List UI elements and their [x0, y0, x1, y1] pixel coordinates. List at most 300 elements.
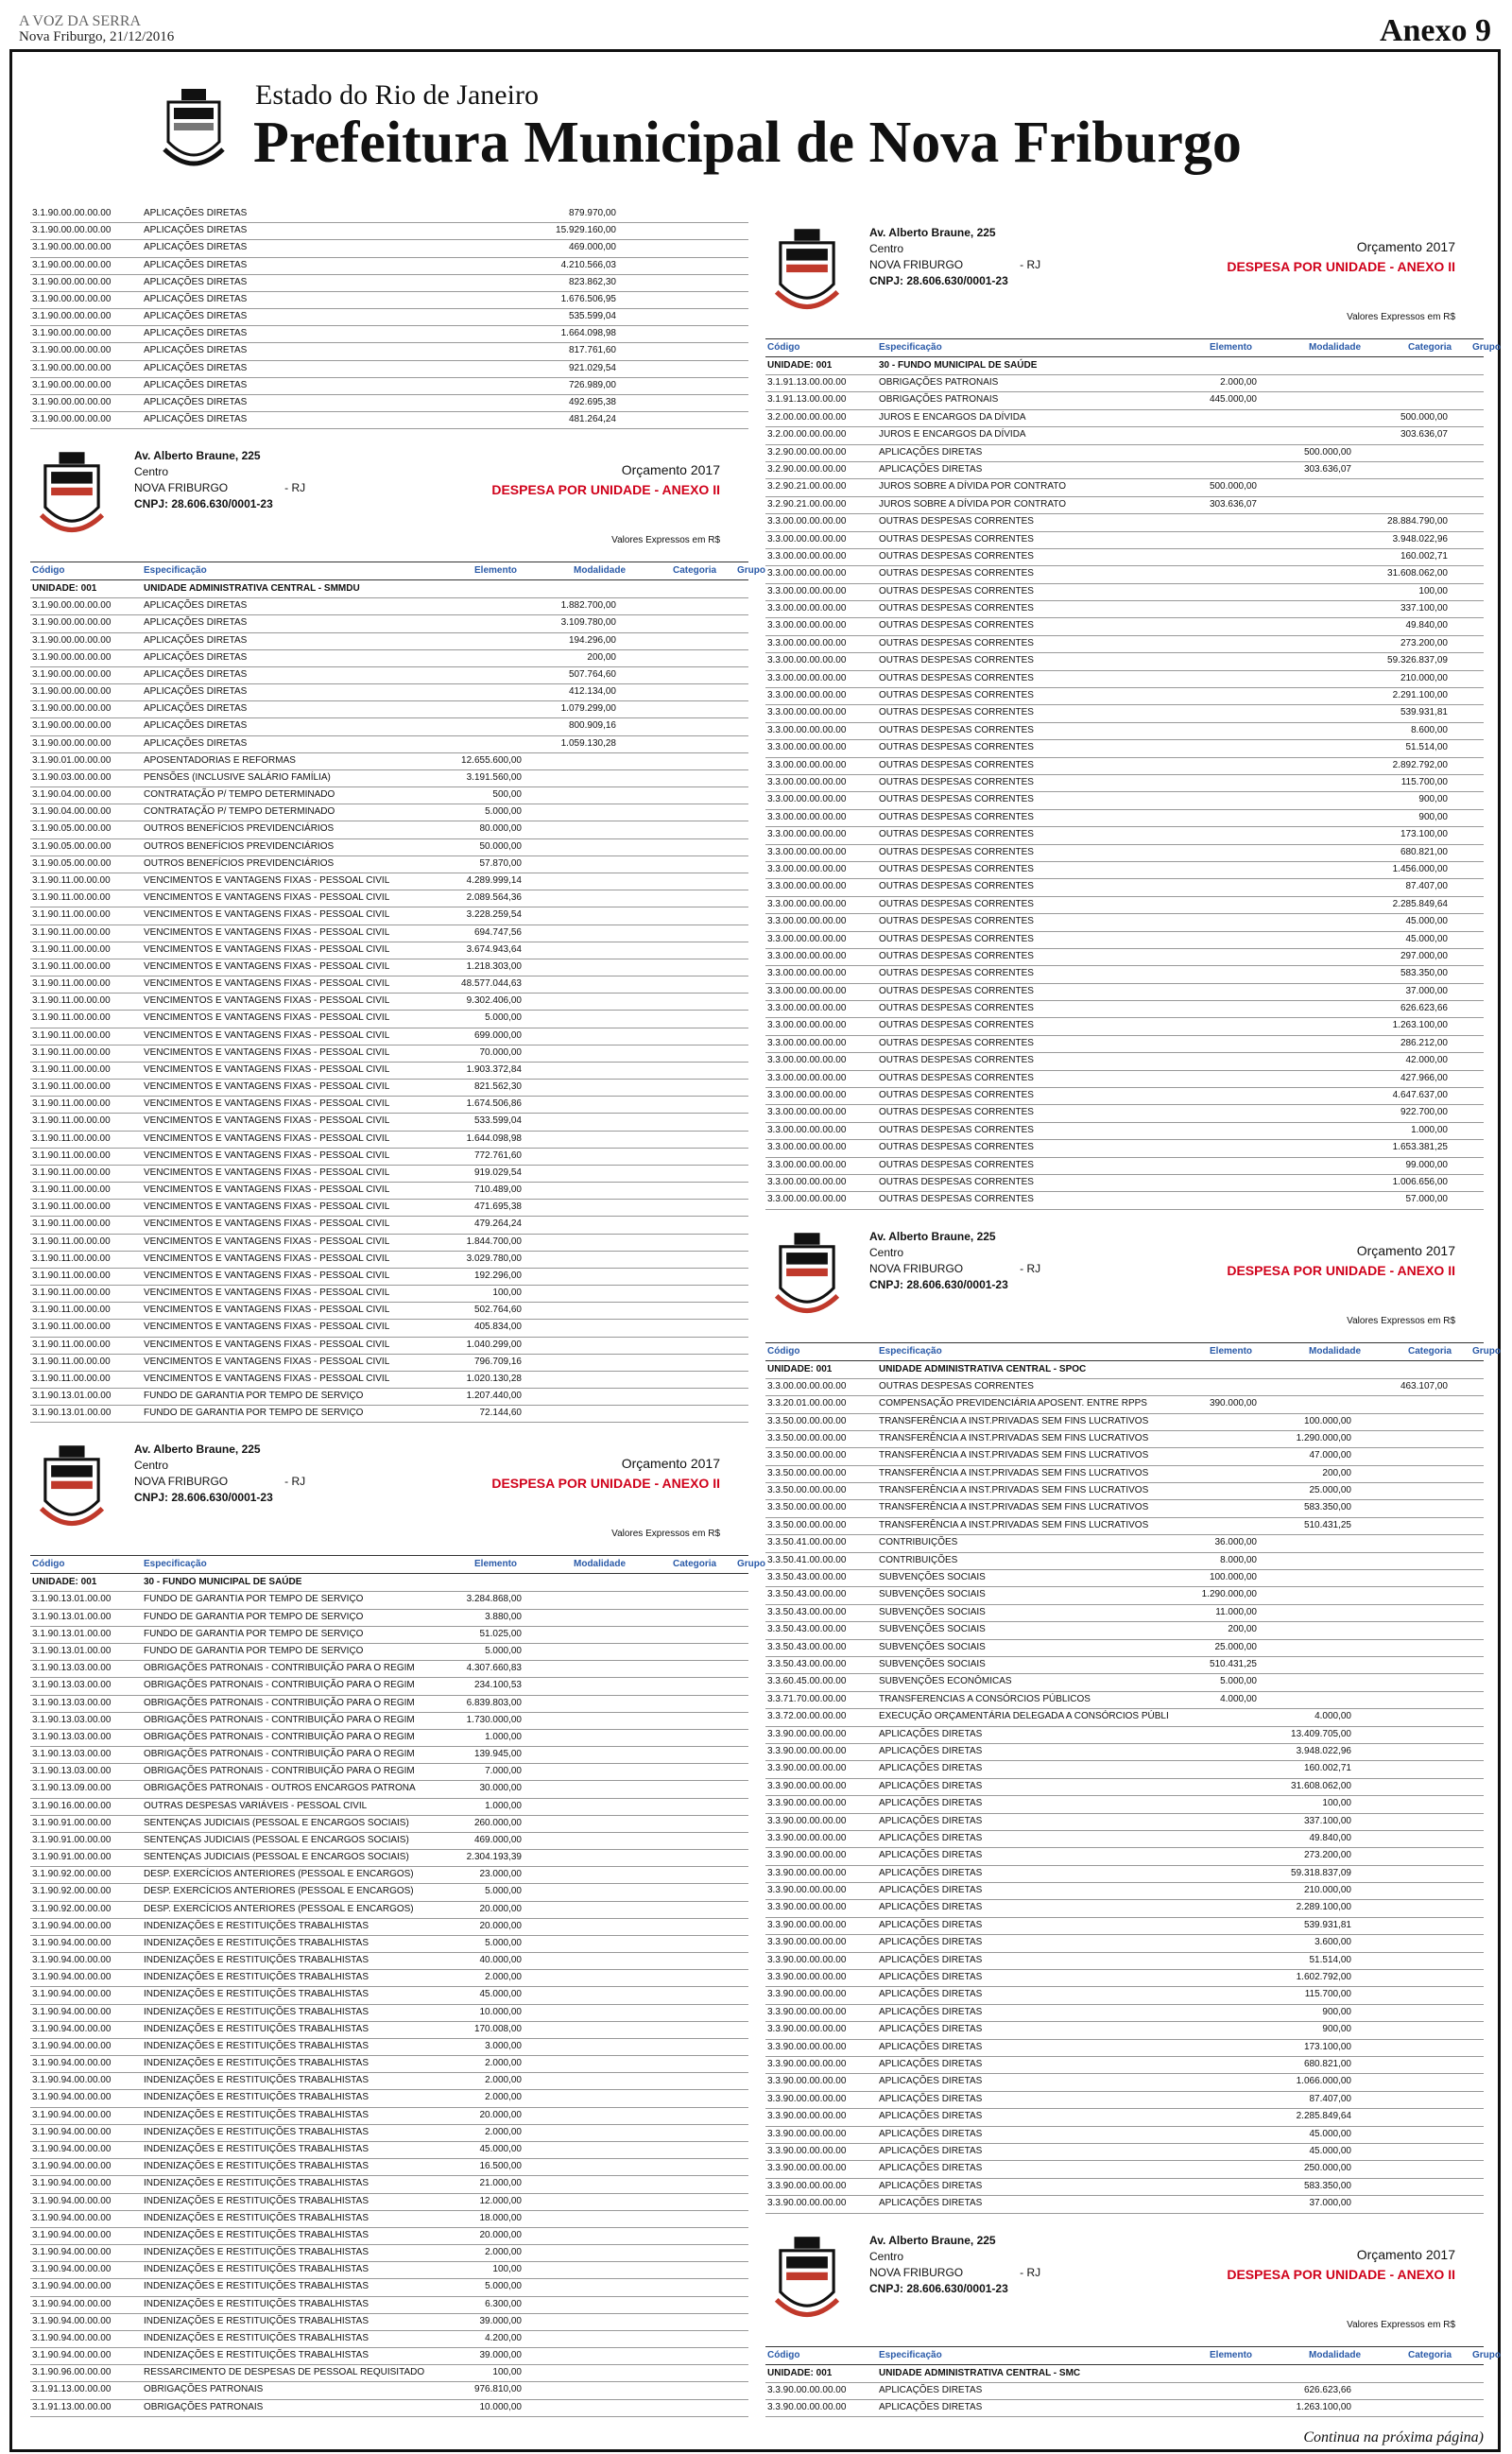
column-headers — [765, 2346, 1501, 2365]
table-row — [765, 1831, 1484, 1848]
row-modalidade: 273.200,00 — [1303, 1850, 1351, 1861]
row-spec: VENCIMENTOS E VANTAGENS FIXAS - PESSOAL CIVIL — [144, 1115, 390, 1127]
table-row — [30, 1097, 748, 1114]
row-spec: OBRIGAÇÕES PATRONAIS - OUTROS ENCARGOS PATRONA — [144, 1783, 416, 1794]
table-row — [30, 395, 748, 412]
row-code: 3.1.90.11.00.00.00 — [32, 1046, 111, 1058]
row-spec: OUTRAS DESPESAS CORRENTES — [879, 950, 1034, 961]
col-header-mod: Modalidade — [1309, 2349, 1362, 2360]
row-elemento: 2.000,00 — [1220, 377, 1257, 388]
row-elemento: 100,00 — [492, 1287, 522, 1299]
row-spec: APLICAÇÕES DIRETAS — [144, 414, 248, 425]
row-spec: OUTRAS DESPESAS CORRENTES — [879, 1142, 1034, 1153]
address-line: Av. Alberto Braune, 225 — [869, 1229, 996, 1243]
valores-note: Valores Expressos em R$ — [611, 1529, 720, 1540]
row-elemento: 471.695,38 — [473, 1201, 522, 1213]
row-modalidade: 626.623,66 — [1303, 2384, 1351, 2395]
row-elemento: 4.000,00 — [1220, 1693, 1257, 1704]
valores-note: Valores Expressos em R$ — [1347, 1315, 1455, 1326]
row-spec: OUTRAS DESPESAS CORRENTES — [879, 829, 1034, 840]
row-code: 3.1.90.00.00.00.00 — [32, 668, 112, 680]
row-spec: VENCIMENTOS E VANTAGENS FIXAS - PESSOAL CIVIL — [144, 1201, 390, 1213]
table-row — [765, 740, 1484, 757]
row-code: 3.1.90.11.00.00.00 — [32, 1029, 111, 1041]
row-code: 3.3.90.00.00.00.00 — [767, 2180, 847, 2191]
row-categoria: 427.966,00 — [1400, 1072, 1448, 1083]
row-elemento: 1.290.000,00 — [1201, 1589, 1257, 1600]
table-row — [30, 736, 748, 753]
anexo-title: Anexo 9 — [1379, 13, 1491, 48]
table-row — [765, 2144, 1484, 2161]
unit-row — [765, 2365, 1484, 2383]
row-spec: INDENIZAÇÕES E RESTITUIÇÕES TRABALHISTAS — [144, 2264, 369, 2275]
table-row — [30, 2073, 748, 2090]
row-categoria: 87.407,00 — [1405, 881, 1448, 892]
row-code: 3.3.00.00.00.00.00 — [767, 811, 847, 822]
row-spec: SUBVENÇÕES SOCIAIS — [879, 1572, 986, 1583]
row-categoria: 303.636,07 — [1400, 429, 1448, 441]
row-modalidade: 1.079.299,00 — [560, 703, 616, 715]
row-spec: INDENIZAÇÕES E RESTITUIÇÕES TRABALHISTAS — [144, 2178, 369, 2189]
table-row — [30, 1149, 748, 1166]
table-row — [30, 1799, 748, 1816]
row-spec: INDENIZAÇÕES E RESTITUIÇÕES TRABALHISTAS — [144, 2058, 369, 2069]
col-header-elem: Elemento — [474, 1559, 518, 1570]
row-elemento: 10.000,00 — [479, 2401, 522, 2412]
row-categoria: 297.000,00 — [1400, 950, 1448, 961]
row-elemento: 7.000,00 — [485, 1766, 522, 1777]
row-spec: APLICAÇÕES DIRETAS — [144, 311, 248, 322]
row-code: 3.3.50.43.00.00.00 — [767, 1659, 847, 1669]
unit-name: UNIDADE ADMINISTRATIVA CENTRAL - SPOC — [879, 1363, 1087, 1374]
row-elemento: 20.000,00 — [479, 1903, 522, 1914]
table-row — [30, 770, 748, 787]
table-row — [765, 1883, 1484, 1900]
row-code: 3.3.50.43.00.00.00 — [767, 1624, 847, 1635]
row-categoria: 37.000,00 — [1405, 985, 1448, 996]
address-line: NOVA FRIBURGO - RJ — [869, 2265, 1041, 2279]
row-spec: OBRIGAÇÕES PATRONAIS - CONTRIBUIÇÃO PARA O REGIM — [144, 1680, 415, 1691]
table-row — [30, 2245, 748, 2262]
row-elemento: 445.000,00 — [1209, 394, 1257, 406]
row-spec: VENCIMENTOS E VANTAGENS FIXAS - PESSOAL CIVIL — [144, 926, 390, 938]
table-row — [30, 2090, 748, 2107]
row-spec: OUTRAS DESPESAS CORRENTES — [879, 1107, 1034, 1118]
table-row — [30, 1696, 748, 1713]
row-spec: VENCIMENTOS E VANTAGENS FIXAS - PESSOAL CIVIL — [144, 1236, 390, 1247]
row-elemento: 699.000,00 — [473, 1029, 522, 1041]
row-code: 3.3.50.00.00.00.00 — [767, 1502, 847, 1513]
row-spec: APLICAÇÕES DIRETAS — [879, 2180, 983, 2191]
table-row — [30, 2005, 748, 2022]
row-modalidade: 921.029,54 — [568, 362, 616, 373]
address-line: Centro — [869, 2249, 904, 2263]
table-row — [765, 1744, 1484, 1761]
table-row — [30, 2228, 748, 2245]
table-row — [30, 412, 748, 429]
col-header-codigo: Código — [32, 565, 65, 577]
table-row — [765, 601, 1484, 618]
row-spec: APLICAÇÕES DIRETAS — [879, 2163, 983, 2174]
row-code: 3.1.90.94.00.00.00 — [32, 2092, 112, 2103]
row-modalidade: 37.000,00 — [1309, 2198, 1351, 2209]
row-spec: OUTRAS DESPESAS CORRENTES — [879, 881, 1034, 892]
left-column — [30, 206, 765, 2417]
row-spec: VENCIMENTOS E VANTAGENS FIXAS - PESSOAL CIVIL — [144, 1253, 390, 1264]
row-code: 3.3.00.00.00.00.00 — [767, 1142, 847, 1153]
row-spec: OUTRAS DESPESAS CORRENTES — [879, 1124, 1034, 1135]
row-spec: FUNDO DE GARANTIA POR TEMPO DE SERVIÇO — [144, 1611, 364, 1622]
col-header-cat: Categoria — [673, 1559, 717, 1570]
table-row — [765, 966, 1484, 983]
row-modalidade: 303.636,07 — [1303, 463, 1351, 475]
row-modalidade: 1.059.130,28 — [560, 737, 616, 749]
row-elemento: 1.000,00 — [485, 1800, 522, 1811]
address-block — [134, 1442, 305, 1506]
table-row — [30, 2331, 748, 2348]
table-row — [30, 1592, 748, 1609]
row-spec: SUBVENÇÕES SOCIAIS — [879, 1606, 986, 1617]
row-code: 3.1.90.11.00.00.00 — [32, 1149, 111, 1161]
row-code: 3.1.90.13.01.00.00 — [32, 1628, 112, 1639]
row-code: 3.1.90.13.03.00.00 — [32, 1663, 112, 1674]
row-elemento: 39.000,00 — [479, 2315, 522, 2326]
table-row — [30, 1132, 748, 1149]
row-code: 3.1.90.11.00.00.00 — [32, 874, 111, 886]
row-code: 3.3.00.00.00.00.00 — [767, 707, 847, 718]
row-elemento: 3.000,00 — [485, 2040, 522, 2051]
row-code: 3.3.90.00.00.00.00 — [767, 1937, 847, 1948]
table-row — [30, 907, 748, 925]
row-modalidade: 3.948.022,96 — [1296, 1745, 1351, 1756]
row-spec: APLICAÇÕES DIRETAS — [879, 1763, 983, 1774]
table-row — [765, 1570, 1484, 1587]
row-categoria: 100,00 — [1418, 585, 1448, 596]
table-row — [765, 2127, 1484, 2144]
row-spec: SENTENÇAS JUDICIAIS (PESSOAL E ENCARGOS SOCIAIS) — [144, 1852, 409, 1863]
row-code: 3.1.90.11.00.00.00 — [32, 892, 111, 904]
row-categoria: 4.647.637,00 — [1392, 1090, 1448, 1101]
row-categoria: 337.100,00 — [1400, 603, 1448, 614]
row-spec: OUTROS BENEFÍCIOS PREVIDENCIÁRIOS — [144, 840, 335, 852]
row-elemento: 2.089.564,36 — [466, 892, 522, 904]
row-spec: APLICAÇÕES DIRETAS — [144, 737, 248, 749]
unit-label: UNIDADE: 001 — [32, 583, 97, 595]
row-categoria: 1.653.381,25 — [1392, 1142, 1448, 1153]
row-code: 3.1.90.92.00.00.00 — [32, 1869, 112, 1880]
table-row — [30, 1953, 748, 1970]
row-spec: SENTENÇAS JUDICIAIS (PESSOAL E ENCARGOS SOCIAIS) — [144, 1834, 409, 1845]
row-code: 3.1.90.00.00.00.00 — [32, 362, 112, 373]
row-code: 3.1.90.00.00.00.00 — [32, 634, 112, 646]
row-code: 3.3.90.00.00.00.00 — [767, 1728, 847, 1739]
row-modalidade: 1.882.700,00 — [560, 600, 616, 612]
table-row — [765, 1587, 1484, 1604]
table-row — [765, 618, 1484, 635]
row-code: 3.1.90.00.00.00.00 — [32, 276, 112, 287]
row-spec: JUROS E ENCARGOS DA DÍVIDA — [879, 411, 1026, 423]
row-code: 3.1.90.94.00.00.00 — [32, 2109, 112, 2120]
row-code: 3.3.00.00.00.00.00 — [767, 1380, 847, 1391]
row-spec: INDENIZAÇÕES E RESTITUIÇÕES TRABALHISTAS — [144, 2143, 369, 2154]
table-row — [765, 1001, 1484, 1018]
left-top-table — [30, 206, 748, 429]
row-categoria: 922.700,00 — [1400, 1107, 1448, 1118]
row-spec: DESP. EXERCÍCIOS ANTERIORES (PESSOAL E ENCARGOS) — [144, 1869, 414, 1880]
row-spec: OUTROS BENEFÍCIOS PREVIDENCIÁRIOS — [144, 857, 335, 869]
row-spec: OUTRAS DESPESAS CORRENTES — [879, 811, 1034, 822]
row-modalidade: 507.764,60 — [568, 668, 616, 680]
row-spec: OUTRAS DESPESAS CORRENTES — [879, 637, 1034, 648]
row-code: 3.1.90.04.00.00.00 — [32, 789, 112, 801]
row-code: 3.1.90.01.00.00.00 — [32, 754, 112, 766]
table-row — [30, 1987, 748, 2004]
row-elemento: 2.304.193,39 — [466, 1852, 522, 1863]
row-code: 3.2.00.00.00.00.00 — [767, 411, 847, 423]
row-elemento: 23.000,00 — [479, 1869, 522, 1880]
table-row — [765, 1674, 1484, 1691]
row-elemento: 2.000,00 — [485, 2247, 522, 2258]
row-spec: APLICAÇÕES DIRETAS — [879, 2093, 983, 2104]
crest-icon — [36, 446, 108, 541]
row-spec: OUTRAS DESPESAS CORRENTES — [879, 1072, 1034, 1083]
row-spec: APLICAÇÕES DIRETAS — [879, 1972, 983, 1983]
row-spec: APLICAÇÕES DIRETAS — [144, 293, 248, 304]
row-modalidade: 1.676.506,95 — [560, 293, 616, 304]
column-headers — [765, 338, 1501, 357]
row-code: 3.3.00.00.00.00.00 — [767, 620, 847, 631]
row-code: 3.1.90.00.00.00.00 — [32, 651, 112, 663]
address-block — [869, 225, 1040, 289]
row-elemento: 9.302.406,00 — [466, 995, 522, 1007]
table-row — [765, 1918, 1484, 1935]
table-row — [30, 292, 748, 309]
continued-note: Continua na próxima página) — [1303, 2429, 1484, 2445]
crest-icon — [771, 2231, 843, 2325]
table-row — [765, 2092, 1484, 2109]
row-categoria: 583.350,00 — [1400, 968, 1448, 979]
table-row — [765, 2005, 1484, 2022]
row-spec: CONTRIBUIÇÕES — [879, 1554, 958, 1565]
table-row — [765, 566, 1484, 583]
unit-row — [765, 1361, 1484, 1379]
table-row — [30, 1644, 748, 1661]
row-code: 3.2.00.00.00.00.00 — [767, 429, 847, 441]
table-row — [765, 514, 1484, 531]
row-elemento: 260.000,00 — [473, 1817, 522, 1828]
column-headers — [30, 1555, 765, 1574]
table-row — [30, 873, 748, 890]
table-row — [30, 2365, 748, 2382]
row-code: 3.1.90.94.00.00.00 — [32, 2075, 112, 2086]
table-row — [30, 821, 748, 838]
row-categoria: 1.456.000,00 — [1392, 863, 1448, 874]
row-categoria: 286.212,00 — [1400, 1037, 1448, 1048]
row-spec: OBRIGAÇÕES PATRONAIS - CONTRIBUIÇÃO PARA O REGIM — [144, 1766, 415, 1777]
row-modalidade: 160.002,71 — [1303, 1763, 1351, 1774]
table-row — [30, 1661, 748, 1678]
row-spec: OUTRAS DESPESAS CORRENTES — [879, 672, 1034, 683]
table-row — [765, 375, 1484, 392]
row-spec: APLICAÇÕES DIRETAS — [879, 1919, 983, 1930]
row-spec: VENCIMENTOS E VANTAGENS FIXAS - PESSOAL CIVIL — [144, 1149, 390, 1161]
row-code: 3.1.90.11.00.00.00 — [32, 1012, 111, 1024]
crest-icon — [771, 1227, 843, 1322]
row-code: 3.3.00.00.00.00.00 — [767, 655, 847, 666]
row-spec: OUTRAS DESPESAS CORRENTES — [879, 1037, 1034, 1048]
row-spec: APLICAÇÕES DIRETAS — [144, 208, 248, 218]
row-spec: APLICAÇÕES DIRETAS — [879, 1867, 983, 1878]
table-row — [765, 427, 1484, 444]
row-modalidade: 210.000,00 — [1303, 1885, 1351, 1896]
table-row — [765, 2383, 1484, 2400]
row-code: 3.1.90.00.00.00.00 — [32, 225, 112, 236]
row-elemento: 4.200,00 — [485, 2332, 522, 2343]
row-code: 3.1.90.94.00.00.00 — [32, 1920, 112, 1931]
row-code: 3.3.90.00.00.00.00 — [767, 2384, 847, 2395]
row-elemento: 30.000,00 — [479, 1783, 522, 1794]
newspaper-topbar — [9, 8, 1503, 47]
row-spec: APLICAÇÕES DIRETAS — [879, 2041, 983, 2052]
row-code: 3.3.90.00.00.00.00 — [767, 1850, 847, 1861]
row-spec: OBRIGAÇÕES PATRONAIS - CONTRIBUIÇÃO PARA O REGIM — [144, 1697, 415, 1708]
table-row — [30, 1166, 748, 1183]
row-code: 3.1.90.94.00.00.00 — [32, 2023, 112, 2034]
row-code: 3.1.90.94.00.00.00 — [32, 2247, 112, 2258]
row-categoria: 49.840,00 — [1405, 620, 1448, 631]
row-modalidade: 25.000,00 — [1309, 1485, 1351, 1496]
row-spec: VENCIMENTOS E VANTAGENS FIXAS - PESSOAL CIVIL — [144, 943, 390, 955]
table-row — [765, 462, 1484, 479]
row-code: 3.3.50.00.00.00.00 — [767, 1467, 847, 1478]
row-modalidade: 539.931,81 — [1303, 1919, 1351, 1930]
table-row — [765, 862, 1484, 879]
row-modalidade: 583.350,00 — [1303, 1502, 1351, 1513]
row-spec: VENCIMENTOS E VANTAGENS FIXAS - PESSOAL CIVIL — [144, 1012, 390, 1024]
valores-note: Valores Expressos em R$ — [1347, 312, 1455, 322]
row-spec: OUTRAS DESPESAS CORRENTES — [879, 550, 1034, 562]
row-code: 3.3.90.00.00.00.00 — [767, 1815, 847, 1826]
row-code: 3.1.90.11.00.00.00 — [32, 1236, 111, 1247]
row-spec: APLICAÇÕES DIRETAS — [144, 379, 248, 390]
table-row — [30, 1970, 748, 1987]
row-code: 3.1.90.05.00.00.00 — [32, 840, 112, 852]
table-row — [30, 1816, 748, 1833]
row-code: 3.1.90.91.00.00.00 — [32, 1834, 112, 1845]
row-code: 3.3.50.00.00.00.00 — [767, 1519, 847, 1530]
row-categoria: 2.291.100,00 — [1392, 690, 1448, 701]
row-code: 3.1.90.94.00.00.00 — [32, 2195, 112, 2206]
row-code: 3.3.00.00.00.00.00 — [767, 759, 847, 770]
address-line: Centro — [869, 242, 904, 255]
row-spec: APLICAÇÕES DIRETAS — [879, 2198, 983, 2209]
address-line: Centro — [134, 1459, 169, 1473]
row-spec: OUTRAS DESPESAS CORRENTES — [879, 742, 1034, 753]
row-spec: VENCIMENTOS E VANTAGENS FIXAS - PESSOAL CIVIL — [144, 1373, 390, 1384]
right-mid-header — [765, 1210, 1501, 1379]
left-mid-header — [30, 429, 765, 598]
row-spec: VENCIMENTOS E VANTAGENS FIXAS - PESSOAL CIVIL — [144, 1063, 390, 1075]
row-elemento: 2.000,00 — [485, 2126, 522, 2137]
row-spec: VENCIMENTOS E VANTAGENS FIXAS - PESSOAL CIVIL — [144, 1270, 390, 1281]
col-header-espec: Especificação — [144, 1559, 207, 1570]
table-row — [30, 2022, 748, 2039]
row-code: 3.1.90.11.00.00.00 — [32, 1167, 111, 1178]
row-code: 3.1.90.11.00.00.00 — [32, 1098, 111, 1110]
row-code: 3.2.90.00.00.00.00 — [767, 446, 847, 458]
table-row — [765, 497, 1484, 514]
row-elemento: 2.000,00 — [485, 2092, 522, 2103]
row-categoria: 42.000,00 — [1405, 1055, 1448, 1066]
row-elemento: 1.020.130,28 — [466, 1373, 522, 1384]
col-header-elem: Elemento — [1210, 342, 1253, 353]
row-spec: OUTRAS DESPESAS CORRENTES — [879, 568, 1034, 579]
row-modalidade: 87.407,00 — [1309, 2093, 1351, 2104]
table-row — [30, 309, 748, 326]
table-row — [765, 1605, 1484, 1622]
table-row — [765, 1953, 1484, 1970]
table-row — [765, 758, 1484, 775]
row-elemento: 479.264,24 — [473, 1218, 522, 1230]
row-modalidade: 1.664.098,98 — [560, 328, 616, 339]
row-categoria: 1.006.656,00 — [1392, 1176, 1448, 1187]
table-row — [765, 1192, 1484, 1209]
table-row — [30, 1610, 748, 1627]
table-row — [765, 1466, 1484, 1483]
row-modalidade: 1.263.100,00 — [1296, 2401, 1351, 2412]
right-bot-table — [765, 2383, 1484, 2418]
address-line: NOVA FRIBURGO - RJ — [869, 1261, 1041, 1275]
row-spec: JUROS SOBRE A DÍVIDA POR CONTRATO — [879, 498, 1067, 510]
row-code: 3.1.90.13.03.00.00 — [32, 1731, 112, 1742]
row-spec: DESP. EXERCÍCIOS ANTERIORES (PESSOAL E ENCARGOS) — [144, 1886, 414, 1897]
row-modalidade: 2.285.849,64 — [1296, 2111, 1351, 2122]
table-row — [30, 2108, 748, 2125]
row-modalidade: 100,00 — [1322, 1798, 1351, 1809]
table-row — [30, 1678, 748, 1695]
row-elemento: 1.844.700,00 — [466, 1236, 522, 1247]
table-row — [765, 827, 1484, 844]
table-row — [765, 479, 1484, 496]
table-row — [765, 1779, 1484, 1796]
row-spec: SUBVENÇÕES SOCIAIS — [879, 1624, 986, 1635]
row-modalidade: 100.000,00 — [1303, 1415, 1351, 1426]
table-row — [30, 206, 748, 223]
col-header-grupo: Grupo — [1472, 2349, 1501, 2360]
row-spec: APLICAÇÕES DIRETAS — [144, 703, 248, 715]
row-spec: SUBVENÇÕES ECONÔMICAS — [879, 1676, 1012, 1687]
row-code: 3.1.90.11.00.00.00 — [32, 1081, 111, 1093]
row-modalidade: 583.350,00 — [1303, 2180, 1351, 2191]
table-row — [765, 549, 1484, 566]
row-spec: OUTRAS DESPESAS CORRENTES — [879, 846, 1034, 857]
unit-row — [30, 580, 748, 598]
row-code: 3.3.00.00.00.00.00 — [767, 1194, 847, 1205]
table-row — [765, 1814, 1484, 1831]
row-elemento: 139.945,00 — [473, 1749, 522, 1760]
orcamento-label: Orçamento 2017 — [1356, 239, 1455, 254]
table-row — [30, 1046, 748, 1063]
table-row — [765, 1987, 1484, 2004]
row-spec: VENCIMENTOS E VANTAGENS FIXAS - PESSOAL CIVIL — [144, 1132, 390, 1144]
prefeitura-title: Prefeitura Municipal de Nova Friburgo — [253, 111, 1242, 175]
row-spec: TRANSFERÊNCIA A INST.PRIVADAS SEM FINS LUCRATIVOS — [879, 1519, 1149, 1530]
table-row — [30, 753, 748, 770]
despesa-title: DESPESA POR UNIDADE - ANEXO II — [1227, 2266, 1455, 2282]
row-code: 3.3.00.00.00.00.00 — [767, 690, 847, 701]
row-elemento: 1.207.440,00 — [466, 1391, 522, 1402]
table-row — [30, 1627, 748, 1644]
